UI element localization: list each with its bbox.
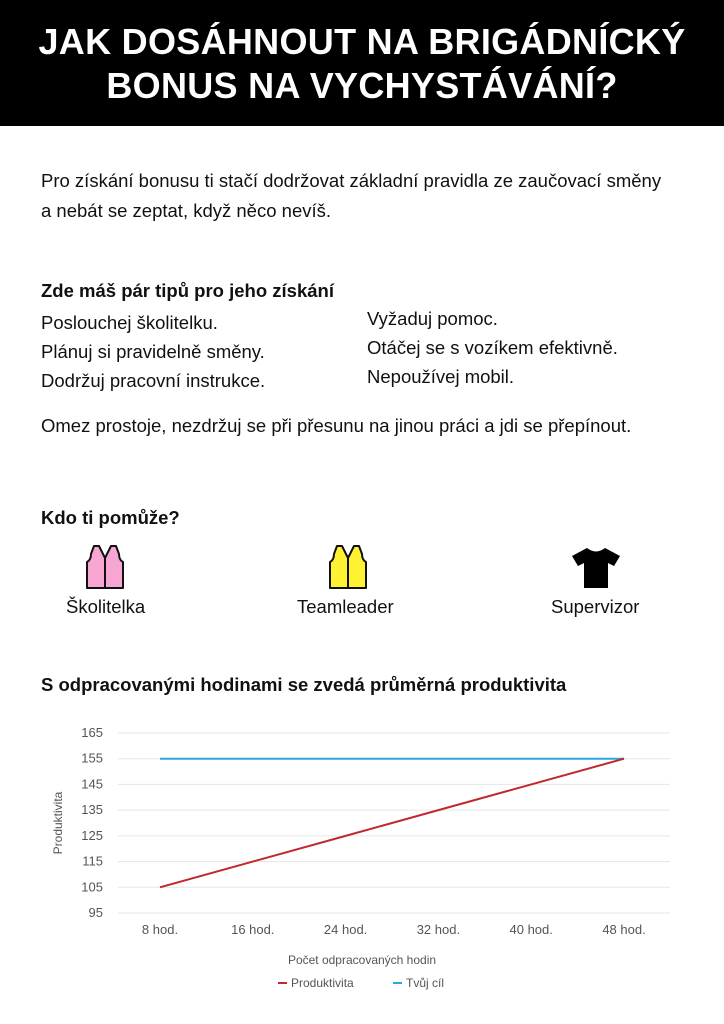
tips-extra: Omez prostoje, nezdržuj se při přesunu na jinou práci a jdi se přepínout. <box>41 415 632 436</box>
chart-title: S odpracovanými hodinami se zvedá průměrná produktivita <box>41 674 567 695</box>
intro-line-1: Pro získání bonusu ti stačí dodržovat základní pravidla ze zaučovací směny <box>41 170 662 191</box>
y-tick-label: 125 <box>81 827 103 843</box>
page-title-line-2: BONUS NA VYCHYSTÁVÁNÍ? <box>106 65 618 106</box>
y-tick-label: 135 <box>81 802 103 818</box>
page-header <box>0 0 724 126</box>
y-tick-label: 155 <box>81 750 103 766</box>
y-tick-label: 105 <box>81 879 103 895</box>
tip-item: Otáčej se s vozíkem efektivně. <box>367 337 618 358</box>
y-axis-label: Produktivita <box>51 791 65 855</box>
pink-vest-icon <box>84 544 126 590</box>
x-tick-label: 40 hod. <box>509 922 553 937</box>
tips-left-list <box>41 308 265 395</box>
x-tick-label: 48 hod. <box>602 922 646 937</box>
tip-item: Plánuj si pravidelně směny. <box>41 341 265 362</box>
yellow-vest-icon <box>327 544 369 590</box>
helper-label-supervizor: Supervizor <box>551 596 640 617</box>
tip-item: Vyžaduj pomoc. <box>367 308 498 329</box>
y-tick-label: 115 <box>82 853 103 869</box>
productivity-chart <box>0 720 724 1024</box>
x-tick-label: 24 hod. <box>323 922 368 937</box>
series-line-produktivita <box>160 759 624 888</box>
x-tick-label: 16 hod. <box>231 922 275 937</box>
x-axis-label: Počet odpracovaných hodin <box>287 953 437 967</box>
helper-label-skolitelka: Školitelka <box>66 596 146 617</box>
tips-right-list <box>367 304 618 391</box>
helper-label-teamleader: Teamleader <box>297 596 394 617</box>
legend-label: Produktivita <box>291 976 354 990</box>
tshirt-icon <box>570 546 622 590</box>
y-tick-label: 145 <box>81 776 103 792</box>
tip-item: Dodržuj pracovní instrukce. <box>41 370 266 391</box>
x-tick-label: 32 hod. <box>416 922 461 937</box>
helpers-heading: Kdo ti pomůže? <box>41 507 180 528</box>
tip-item: Poslouchej školitelku. <box>41 312 218 333</box>
y-tick-label: 165 <box>81 725 103 740</box>
intro-paragraph <box>41 166 691 226</box>
y-tick-label: 95 <box>88 905 103 920</box>
x-tick-label: 8 hod. <box>141 922 179 937</box>
legend-label: Tvůj cíl <box>406 976 445 990</box>
tip-item: Nepoužívej mobil. <box>367 366 515 387</box>
tips-heading: Zde máš pár tipů pro jeho získání <box>41 280 334 301</box>
page-title-line-1: JAK DOSÁHNOUT NA BRIGÁDNÍCKÝ <box>38 21 686 62</box>
intro-line-2: a nebát se zeptat, když něco nevíš. <box>41 200 332 221</box>
